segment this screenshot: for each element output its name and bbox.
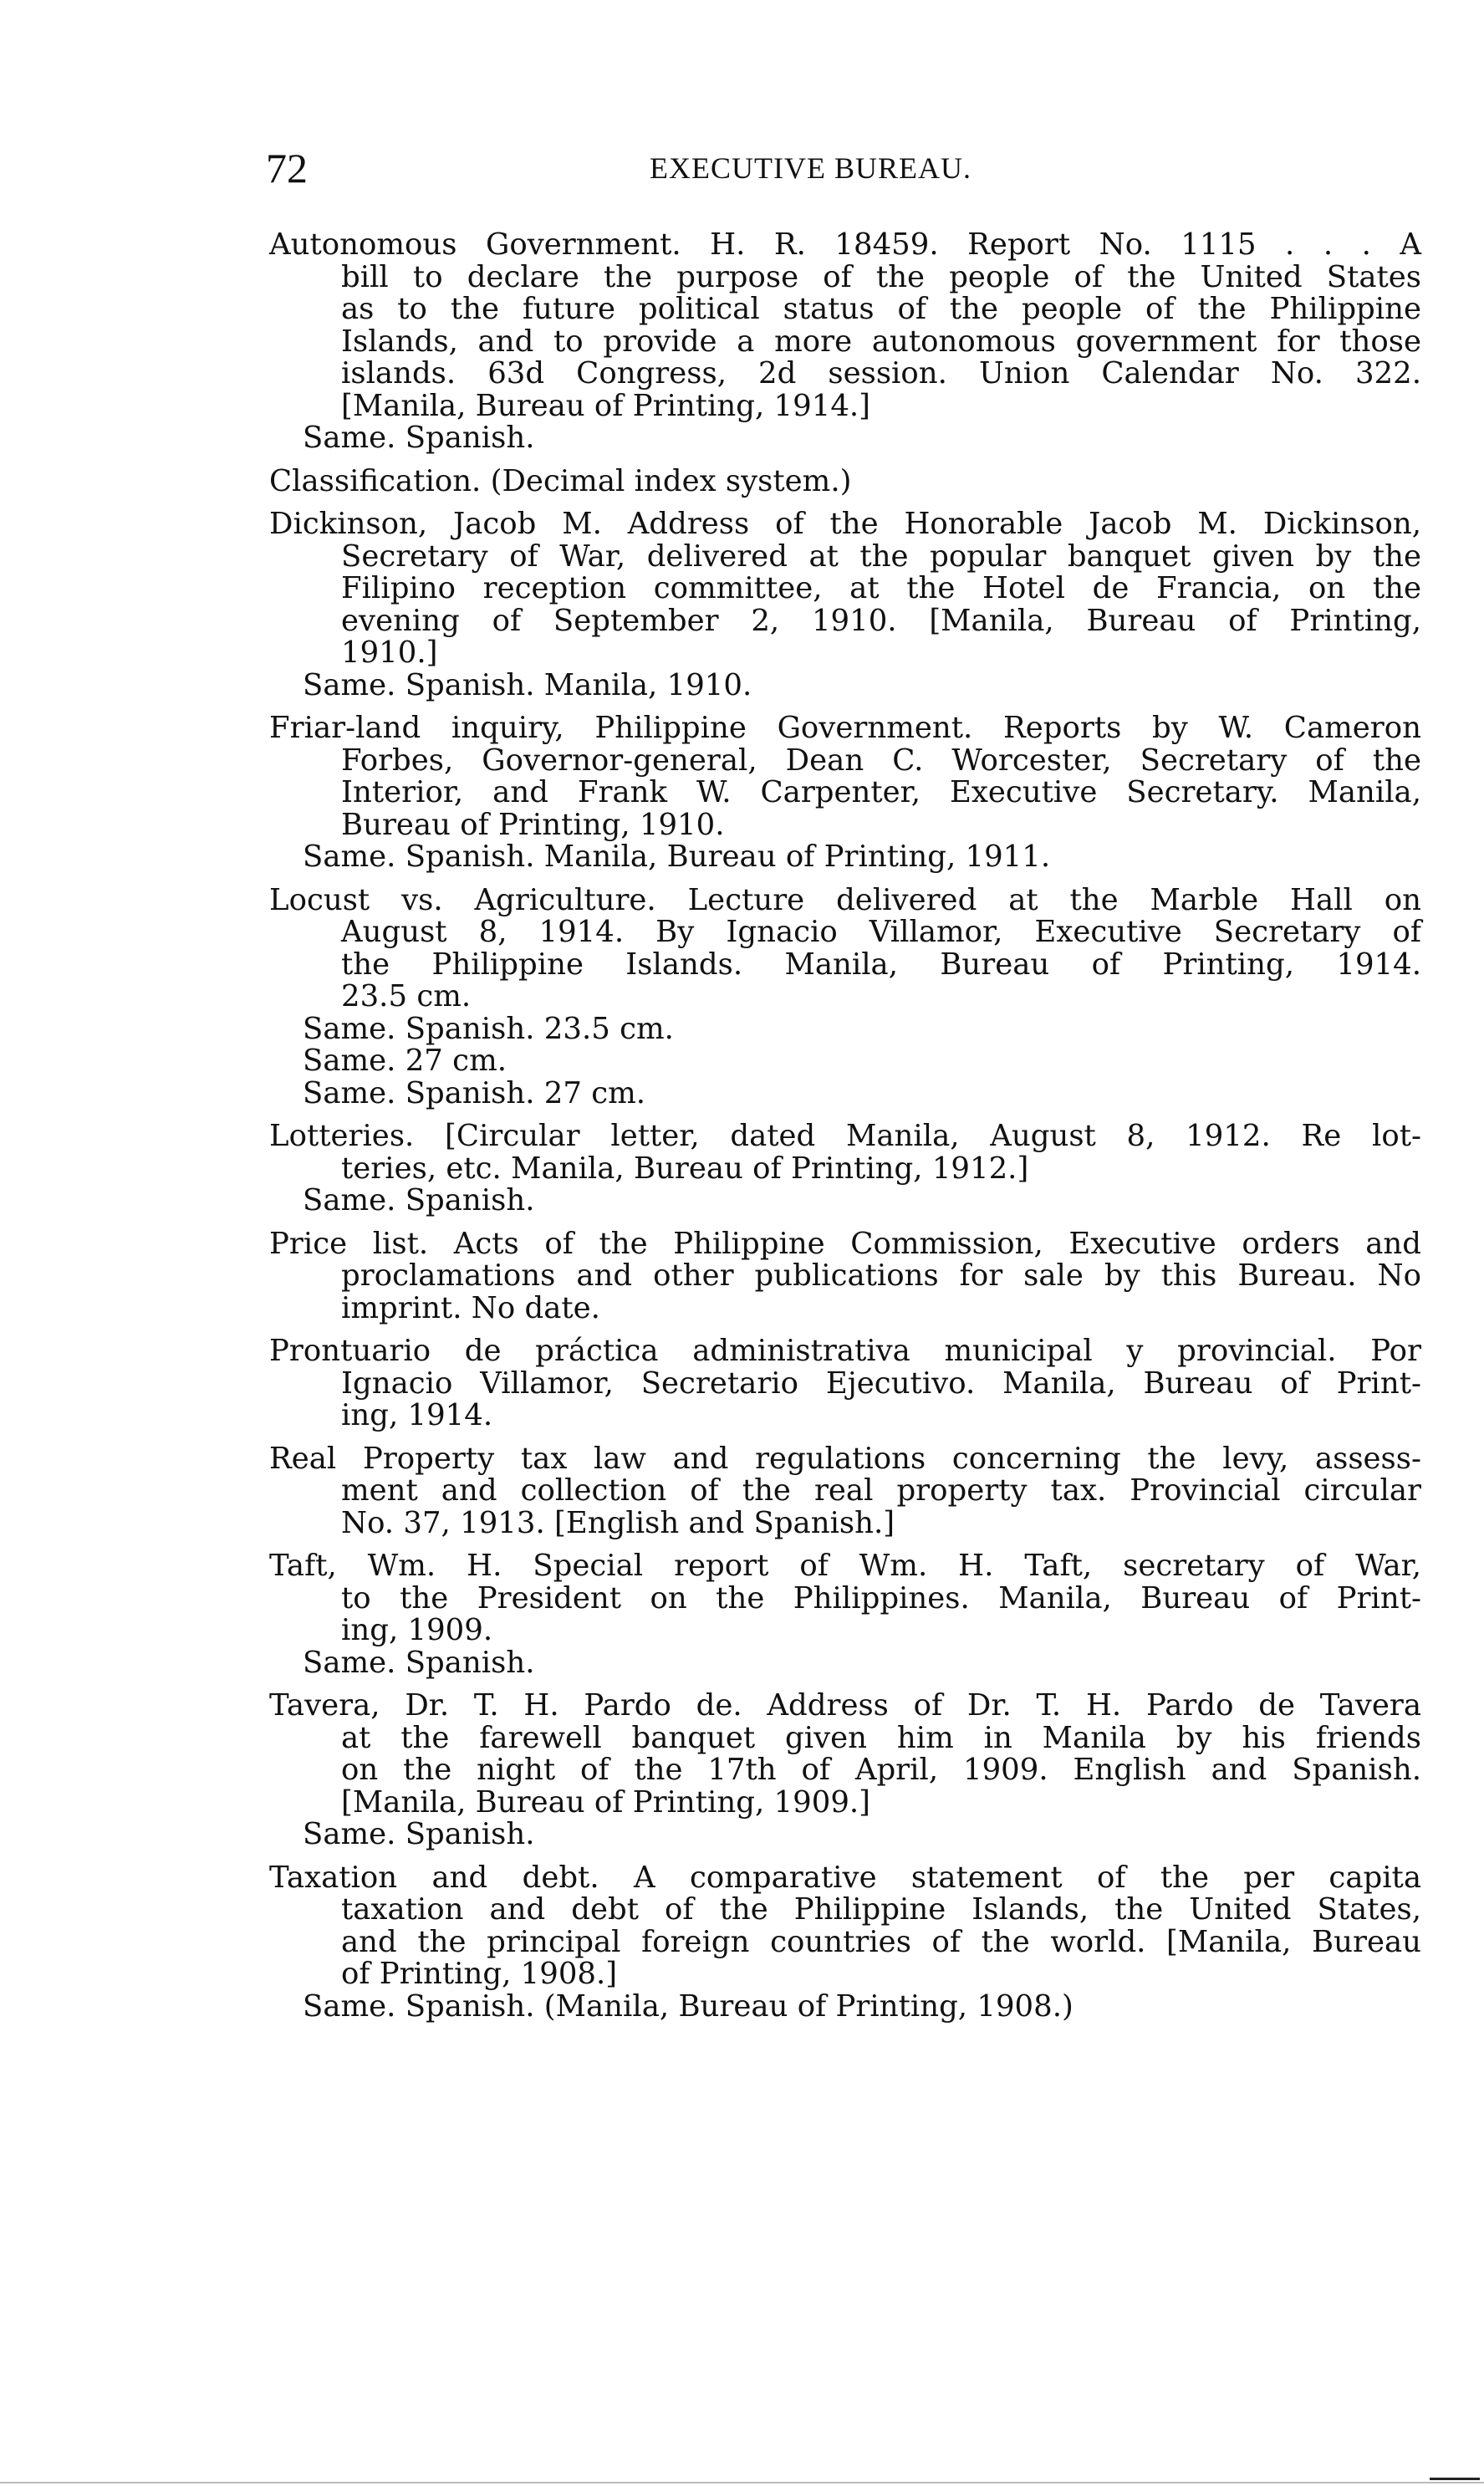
corner-mark	[1430, 2478, 1480, 2480]
entry-continuation-line: Interior, and Frank W. Carpenter, Executive Secretary. Manila,	[341, 775, 1421, 809]
entry-continuation-line: on the night of the 17th of April, 1909. English and Spanish.	[341, 1753, 1421, 1787]
running-head: EXECUTIVE BUREAU.	[650, 151, 971, 185]
bibliography-entry	[269, 229, 1421, 455]
same-edition-line: Same. Spanish. 23.5 cm.	[303, 1011, 674, 1046]
entry-heading-line: Taft, Wm. H. Special report of Wm. H. Taft, secretary of War,	[269, 1549, 1421, 1583]
entry-continuation-line: Secretary of War, delivered at the popular banquet given by the	[341, 539, 1421, 574]
bibliography-entry	[269, 1120, 1421, 1217]
entry-list	[269, 229, 1421, 2034]
entry-continuation-line: ing, 1914.	[341, 1398, 493, 1432]
entry-continuation-line: teries, etc. Manila, Bureau of Printing, 1912.]	[341, 1151, 1029, 1186]
entry-heading-line: Dickinson, Jacob M. Address of the Honorable Jacob M. Dickinson,	[269, 507, 1421, 541]
entry-heading-line: Price list. Acts of the Philippine Commission, Executive orders and	[269, 1226, 1421, 1261]
same-edition-line: Same. Spanish. 27 cm.	[303, 1075, 646, 1110]
same-edition-line: Same. 27 cm.	[303, 1044, 507, 1078]
entry-continuation-line: Forbes, Governor-general, Dean C. Worcester, Secretary of the	[341, 743, 1421, 778]
entry-continuation-line: August 8, 1914. By Ignacio Villamor, Executive Secretary of	[341, 915, 1421, 949]
entry-heading-line: Prontuario de práctica administrativa municipal y provincial. Por	[269, 1334, 1421, 1368]
entry-continuation-line: Islands, and to provide a more autonomous government for those	[341, 324, 1421, 359]
bibliography-entry	[269, 712, 1421, 874]
entry-heading-line: Autonomous Government. H. R. 18459. Report No. 1115 . . . A	[269, 227, 1421, 262]
entry-continuation-line: 23.5 cm.	[341, 979, 472, 1013]
entry-continuation-line: 1910.]	[341, 636, 438, 670]
entry-continuation-line: the Philippine Islands. Manila, Bureau of Printing, 1914.	[341, 947, 1421, 982]
entry-heading-line: Taxation and debt. A comparative statement of the per capita	[269, 1860, 1421, 1895]
same-edition-line: Same. Spanish.	[303, 421, 535, 455]
entry-heading-line: Classification. (Decimal index system.)	[269, 463, 852, 498]
same-edition-line: Same. Spanish.	[303, 1183, 535, 1217]
entry-continuation-line: taxation and debt of the Philippine Islands, the United States,	[341, 1892, 1421, 1927]
entry-continuation-line: and the principal foreign countries of the world. [Manila, Bureau	[341, 1924, 1421, 1959]
entry-continuation-line: of Printing, 1908.]	[341, 1957, 618, 1991]
bibliography-entry	[269, 1335, 1421, 1432]
entry-heading-line: Lotteries. [Circular letter, dated Manila, August 8, 1912. Re lot-	[269, 1119, 1421, 1153]
bibliography-entry	[269, 463, 1421, 498]
entry-heading-line: Friar-land inquiry, Philippine Government. Reports by W. Cameron	[269, 711, 1421, 745]
entry-continuation-line: imprint. No date.	[341, 1290, 600, 1325]
bibliography-entry	[269, 882, 1421, 1110]
bibliography-entry	[269, 1228, 1421, 1325]
entry-continuation-line: Bureau of Printing, 1910.	[341, 807, 725, 842]
bibliography-entry	[269, 1443, 1421, 1540]
same-edition-line: Same. Spanish. Manila, 1910.	[303, 667, 752, 702]
bibliography-entry	[269, 1550, 1421, 1679]
entry-heading-line: Real Property tax law and regulations concerning the levy, assess-	[269, 1441, 1421, 1476]
entry-continuation-line: [Manila, Bureau of Printing, 1909.]	[341, 1784, 871, 1820]
same-edition-line: Same. Spanish. (Manila, Bureau of Printing, 1908.)	[303, 1988, 1073, 2024]
entry-continuation-line: bill to declare the purpose of the people of the United States	[341, 259, 1421, 294]
entry-continuation-line: as to the future political status of the people of the Philippine	[341, 292, 1421, 326]
same-edition-line: Same. Spanish. Manila, Bureau of Printing, 1911.	[303, 840, 1051, 874]
entry-continuation-line: ing, 1909.	[341, 1613, 493, 1647]
same-edition-line: Same. Spanish.	[303, 1645, 535, 1680]
entry-continuation-line: to the President on the Philippines. Manila, Bureau of Print-	[341, 1580, 1421, 1616]
entry-continuation-line: No. 37, 1913. [English and Spanish.]	[341, 1505, 895, 1540]
entry-continuation-line: Ignacio Villamor, Secretario Ejecutivo. Manila, Bureau of Print-	[341, 1365, 1421, 1401]
entry-continuation-line: evening of September 2, 1910. [Manila, Bureau of Printing,	[341, 603, 1421, 638]
bibliography-entry	[269, 508, 1421, 702]
same-edition-line: Same. Spanish.	[303, 1817, 535, 1851]
entry-continuation-line: ment and collection of the real property tax. Provincial circular	[341, 1473, 1421, 1508]
page-number: 72	[266, 145, 308, 191]
entry-continuation-line: proclamations and other publications for sale by this Bureau. No	[341, 1258, 1421, 1293]
bibliography-entry	[269, 1690, 1421, 1851]
entry-continuation-line: islands. 63d Congress, 2d session. Union Calendar No. 322.	[341, 356, 1421, 390]
entry-continuation-line: [Manila, Bureau of Printing, 1914.]	[341, 388, 871, 423]
page-bottom-edge	[0, 2482, 1484, 2483]
entry-heading-line: Locust vs. Agriculture. Lecture delivered at the Marble Hall on	[269, 882, 1421, 917]
entry-continuation-line: at the farewell banquet given him in Manila by his friends	[341, 1720, 1421, 1755]
entry-continuation-line: Filipino reception committee, at the Hotel de Francia, on the	[341, 571, 1421, 605]
entry-heading-line: Tavera, Dr. T. H. Pardo de. Address of Dr. T. H. Pardo de Tavera	[269, 1688, 1421, 1723]
bibliography-entry	[269, 1862, 1421, 2024]
